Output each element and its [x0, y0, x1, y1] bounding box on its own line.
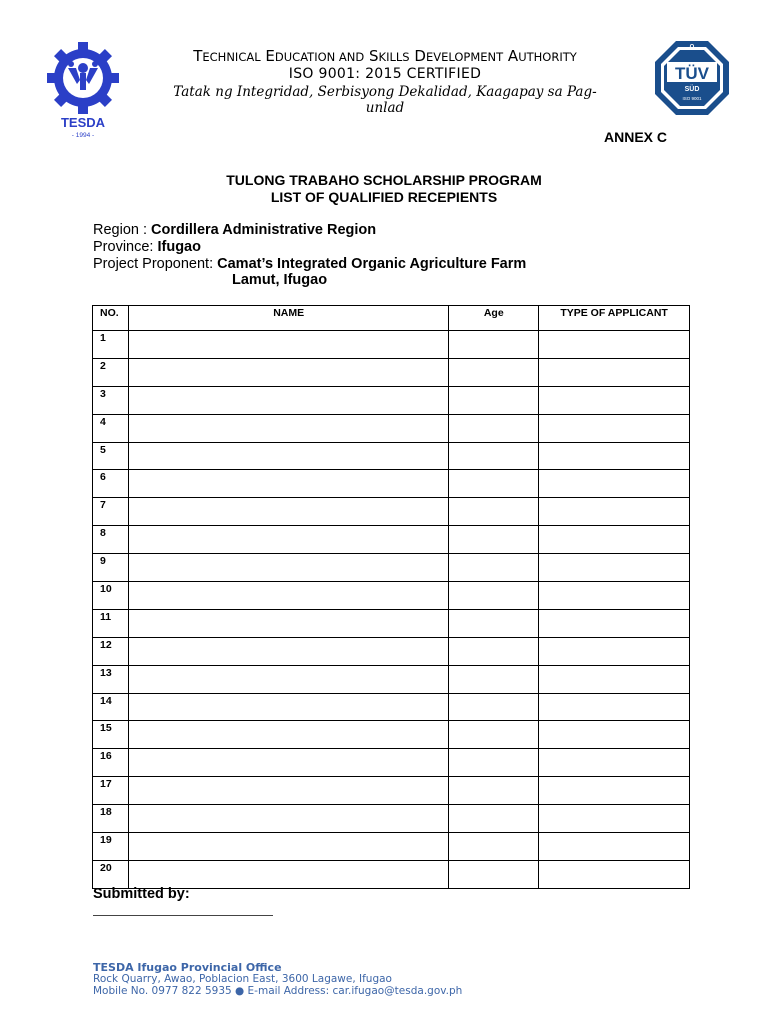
row-number: 9 [93, 554, 129, 582]
region-line [93, 222, 376, 238]
agency-name [160, 47, 610, 65]
program-title: TULONG TRABAHO SCHOLARSHIP PROGRAM [226, 172, 542, 188]
name-cell [128, 805, 448, 833]
name-cell [128, 609, 448, 637]
region-value: Cordillera Administrative Region [151, 222, 377, 238]
province-line [93, 239, 201, 255]
agency-word: DEVELOPMENT [414, 47, 504, 65]
age-cell [449, 470, 539, 498]
agency-word: TECHNICAL [193, 47, 261, 65]
age-cell [449, 860, 539, 888]
name-cell [128, 860, 448, 888]
tesda-logo-year: - 1994 - [71, 132, 95, 139]
type-of-applicant-cell [539, 358, 690, 386]
table-row [93, 498, 690, 526]
tuv-sud-certification-logo [654, 40, 730, 116]
row-number: 15 [93, 721, 129, 749]
tesda-logo [44, 40, 122, 140]
row-number: 7 [93, 498, 129, 526]
province-label: Province: [93, 239, 158, 255]
name-cell [128, 693, 448, 721]
tesda-logo-text: TESDA [60, 115, 106, 130]
type-of-applicant-cell [539, 386, 690, 414]
row-number: 20 [93, 860, 129, 888]
row-number: 12 [93, 637, 129, 665]
row-number: 18 [93, 805, 129, 833]
type-of-applicant-cell [539, 414, 690, 442]
row-number: 5 [93, 442, 129, 470]
table-header-row [93, 306, 690, 331]
age-cell [449, 777, 539, 805]
agency-word: SKILLS [369, 47, 410, 65]
type-of-applicant-cell [539, 637, 690, 665]
row-number: 14 [93, 693, 129, 721]
agency-word: EDUCATION AND [265, 47, 365, 65]
tuv-sub-text: SÜD [684, 86, 700, 93]
type-of-applicant-cell [539, 526, 690, 554]
name-cell [128, 331, 448, 359]
table-row [93, 609, 690, 637]
table-row [93, 637, 690, 665]
row-number: 19 [93, 833, 129, 861]
table-row [93, 721, 690, 749]
age-cell [449, 582, 539, 610]
tuv-iso-text: ISO 9001 [682, 96, 702, 101]
region-label: Region : [93, 222, 152, 238]
type-of-applicant-cell [539, 582, 690, 610]
proponent-value: Camat’s Integrated Organic Agriculture Farm [217, 256, 527, 272]
age-cell [449, 805, 539, 833]
annex-label: ANNEX C [604, 129, 668, 145]
name-cell [128, 526, 448, 554]
table-row [93, 805, 690, 833]
name-cell [128, 582, 448, 610]
age-cell [449, 637, 539, 665]
row-number: 16 [93, 749, 129, 777]
type-of-applicant-cell [539, 470, 690, 498]
row-number: 2 [93, 358, 129, 386]
type-of-applicant-cell [539, 860, 690, 888]
row-number: 10 [93, 582, 129, 610]
signature-line [93, 915, 273, 916]
footer-office: TESDA Ifugao Provincial Office [93, 961, 282, 974]
name-cell [128, 637, 448, 665]
submitted-by-label: Submitted by: [93, 886, 190, 902]
name-cell [128, 442, 448, 470]
header-no: NO. [93, 306, 129, 331]
province-value: Ifugao [157, 239, 201, 255]
age-cell [449, 526, 539, 554]
type-of-applicant-cell [539, 498, 690, 526]
agency-word: AUTHORITY [507, 47, 577, 65]
table-row [93, 749, 690, 777]
table-row [93, 358, 690, 386]
type-of-applicant-cell [539, 331, 690, 359]
table-row [93, 860, 690, 888]
age-cell [449, 358, 539, 386]
row-number: 1 [93, 331, 129, 359]
row-number: 8 [93, 526, 129, 554]
type-of-applicant-cell [539, 554, 690, 582]
type-of-applicant-cell [539, 805, 690, 833]
table-row [93, 554, 690, 582]
type-of-applicant-cell [539, 693, 690, 721]
age-cell [449, 609, 539, 637]
type-of-applicant-cell [539, 833, 690, 861]
iso-certification: ISO 9001: 2015 CERTIFIED [288, 66, 482, 82]
age-cell [449, 386, 539, 414]
row-number: 4 [93, 414, 129, 442]
proponent-location: Lamut, Ifugao [232, 272, 328, 288]
type-of-applicant-cell [539, 777, 690, 805]
table-row [93, 777, 690, 805]
name-cell [128, 721, 448, 749]
name-cell [128, 833, 448, 861]
table-row [93, 526, 690, 554]
age-cell [449, 331, 539, 359]
table-row [93, 470, 690, 498]
name-cell [128, 358, 448, 386]
tuv-main-text: TÜV [675, 64, 709, 83]
name-cell [128, 665, 448, 693]
age-cell [449, 749, 539, 777]
type-of-applicant-cell [539, 665, 690, 693]
age-cell [449, 665, 539, 693]
header-type-of-applicant: TYPE OF APPLICANT [539, 306, 690, 331]
table-row [93, 582, 690, 610]
row-number: 11 [93, 609, 129, 637]
type-of-applicant-cell [539, 609, 690, 637]
footer-contact: Mobile No. 0977 822 5935 ● E-mail Address: car.ifugao@tesda.gov.ph [93, 985, 463, 997]
name-cell [128, 777, 448, 805]
age-cell [449, 693, 539, 721]
row-number: 13 [93, 665, 129, 693]
age-cell [449, 442, 539, 470]
age-cell [449, 498, 539, 526]
table-row [93, 386, 690, 414]
type-of-applicant-cell [539, 721, 690, 749]
proponent-line [93, 256, 526, 272]
header-age: Age [449, 306, 539, 331]
table-row [93, 414, 690, 442]
table-row [93, 833, 690, 861]
name-cell [128, 386, 448, 414]
table-row [93, 693, 690, 721]
recipients-table [92, 305, 690, 889]
type-of-applicant-cell [539, 749, 690, 777]
footer-address: Rock Quarry, Awao, Poblacion East, 3600 Lagawe, Ifugao [93, 973, 392, 985]
tuv-q-mark: Q [689, 44, 695, 51]
row-number: 6 [93, 470, 129, 498]
table-row [93, 331, 690, 359]
name-cell [128, 470, 448, 498]
table-row [93, 665, 690, 693]
header-name: NAME [128, 306, 448, 331]
age-cell [449, 833, 539, 861]
type-of-applicant-cell [539, 442, 690, 470]
row-number: 17 [93, 777, 129, 805]
age-cell [449, 414, 539, 442]
row-number: 3 [93, 386, 129, 414]
agency-motto: Tatak ng Integridad, Serbisyong Dekalidad, Kaagapay sa Pag-unlad [173, 84, 597, 116]
list-title: LIST OF QUALIFIED RECEPIENTS [270, 189, 498, 205]
age-cell [449, 554, 539, 582]
name-cell [128, 554, 448, 582]
proponent-label: Project Proponent: [93, 256, 218, 272]
name-cell [128, 414, 448, 442]
table-row [93, 442, 690, 470]
name-cell [128, 749, 448, 777]
name-cell [128, 498, 448, 526]
age-cell [449, 721, 539, 749]
